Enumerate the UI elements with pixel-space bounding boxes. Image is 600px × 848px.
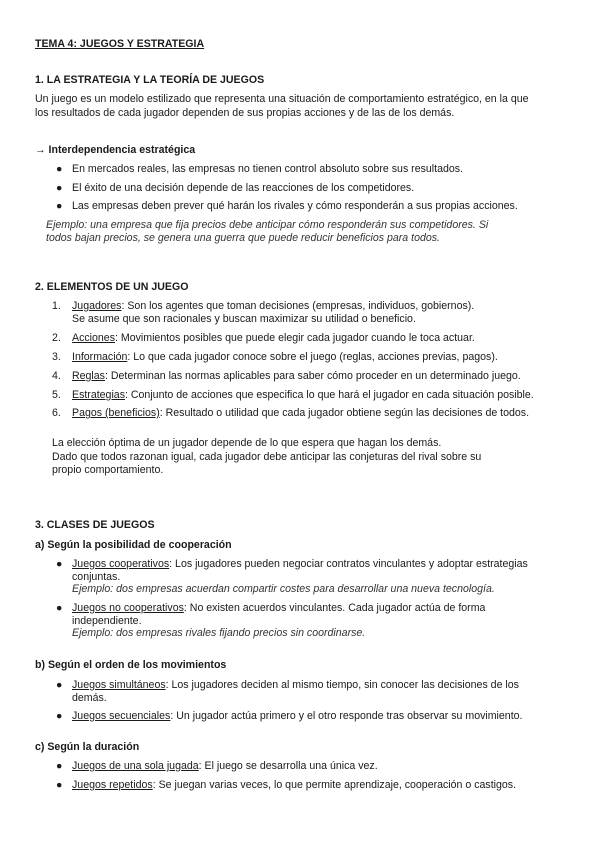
term: Información [72, 351, 128, 363]
subsection-b-heading: b) Según el orden de los movimientos [35, 659, 227, 671]
list-item [72, 679, 519, 692]
term: Juegos de una sola jugada [72, 760, 199, 772]
term: Reglas [72, 370, 105, 382]
conclusion-line-2: Dado que todos razonan igual, cada jugador debe anticipar las conjeturas del rival sobre su [52, 451, 482, 463]
definition: : El juego se desarrolla una única vez. [198, 760, 378, 772]
list-item [72, 370, 521, 383]
list-item-continuation: independiente. [72, 615, 142, 627]
term: Acciones [72, 332, 115, 344]
definition: : Los jugadores deciden al mismo tiempo, sin conocer las decisiones de los [165, 679, 519, 691]
definition: : Son los agentes que toman decisiones (empresas, individuos, gobiernos). [121, 300, 475, 312]
list-item [72, 351, 498, 364]
item-number: 5. [52, 389, 61, 401]
bullet-icon: ● [56, 602, 63, 614]
definition: : Movimientos posibles que puede elegir cada jugador cuando le toca actuar. [115, 332, 475, 344]
list-item [72, 602, 485, 615]
definition: : Un jugador actúa primero y el otro responde tras observar su movimiento. [170, 710, 523, 722]
bullet-icon: ● [56, 679, 63, 691]
list-item [72, 389, 534, 402]
document-title: TEMA 4: JUEGOS Y ESTRATEGIA [35, 38, 205, 50]
list-item: El éxito de una decisión depende de las reacciones de los competidores. [72, 182, 415, 194]
list-item [72, 760, 378, 773]
interdependencia-subheading: → Interdependencia estratégica [35, 144, 196, 156]
list-item [72, 300, 474, 313]
item-number: 6. [52, 407, 61, 419]
section-1-paragraph-line-1: Un juego es un modelo estilizado que representa una situación de comportamiento estratégico, en la que [35, 93, 529, 105]
term: Juegos cooperativos [72, 558, 170, 570]
item-number: 1. [52, 300, 61, 312]
definition: : Los jugadores pueden negociar contratos vinculantes y adoptar estrategias [169, 558, 528, 570]
example-line: Ejemplo: dos empresas rivales fijando precios sin coordinarse. [72, 627, 366, 639]
section-1-heading: 1. LA ESTRATEGIA Y LA TEORÍA DE JUEGOS [35, 74, 265, 86]
list-item-continuation: demás. [72, 692, 107, 704]
term: Estrategias [72, 389, 125, 401]
section-2-heading: 2. ELEMENTOS DE UN JUEGO [35, 281, 189, 293]
bullet-icon: ● [56, 760, 63, 772]
section-1-paragraph-line-2: los resultados de cada jugador dependen de sus propias acciones y de las de los demás. [35, 107, 455, 119]
bullet-icon: ● [56, 558, 63, 570]
list-item-continuation: Se asume que son racionales y buscan maximizar su utilidad o beneficio. [72, 313, 416, 325]
definition: : Determinan las normas aplicables para saber cómo proceder en un determinado juego. [104, 370, 521, 382]
list-item [72, 407, 529, 420]
definition: : Se juegan varias veces, lo que permite aprendizaje, cooperación o castigos. [152, 779, 517, 791]
section-3-heading: 3. CLASES DE JUEGOS [35, 519, 155, 531]
term: Juegos simultáneos [72, 679, 166, 691]
definition: : Resultado o utilidad que cada jugador obtiene según las decisiones de todos. [159, 407, 530, 419]
item-number: 4. [52, 370, 61, 382]
item-number: 2. [52, 332, 61, 344]
term: Juegos secuenciales [72, 710, 171, 722]
term: Juegos repetidos [72, 779, 153, 791]
term: Pagos (beneficios) [72, 407, 160, 419]
item-number: 3. [52, 351, 61, 363]
conclusion-line-1: La elección óptima de un jugador depende de lo que espera que hagan los demás. [52, 437, 442, 449]
bullet-icon: ● [56, 200, 63, 212]
term: Juegos no cooperativos [72, 602, 184, 614]
subsection-a-heading: a) Según la posibilidad de cooperación [35, 539, 232, 551]
list-item-continuation: conjuntas. [72, 571, 121, 583]
list-item: Las empresas deben prever qué harán los rivales y cómo responderán a sus propias acciones. [72, 200, 518, 212]
example-line-2: todos bajan precios, se genera una guerra que puede reducir beneficios para todos. [46, 232, 441, 244]
list-item: En mercados reales, las empresas no tienen control absoluto sobre sus resultados. [72, 163, 464, 175]
bullet-icon: ● [56, 710, 63, 722]
subsection-c-heading: c) Según la duración [35, 741, 140, 753]
list-item [72, 332, 475, 345]
definition: : Lo que cada jugador conoce sobre el juego (reglas, acciones previas, pagos). [127, 351, 498, 363]
bullet-icon: ● [56, 779, 63, 791]
list-item [72, 710, 522, 723]
bullet-icon: ● [56, 163, 63, 175]
term: Jugadores [72, 300, 122, 312]
list-item [72, 558, 528, 571]
bullet-icon: ● [56, 182, 63, 194]
example-line-1: Ejemplo: una empresa que fija precios debe anticipar cómo responderán sus competidores. Si [46, 219, 489, 231]
example-line: Ejemplo: dos empresas acuerdan compartir costes para desarrollar una nueva tecnología. [72, 583, 495, 595]
list-item [72, 779, 516, 792]
conclusion-line-3: propio comportamiento. [52, 464, 164, 476]
definition: : No existen acuerdos vinculantes. Cada jugador actúa de forma [183, 602, 486, 614]
definition: : Conjunto de acciones que especifica lo que hará el jugador en cada situación posible. [125, 389, 534, 401]
